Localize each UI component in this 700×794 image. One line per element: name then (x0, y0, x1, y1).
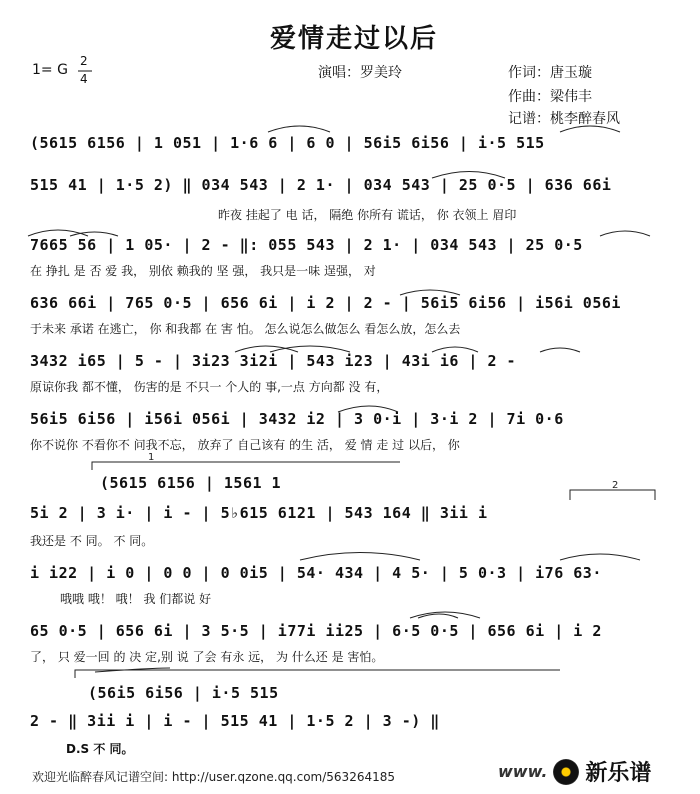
lyrics-row-2: 昨夜 挂起了 电 话， 隔绝 你所有 谎话， 你 衣领上 眉印 (218, 208, 517, 222)
vinyl-record-icon (553, 759, 579, 785)
notation-row-5: 3432 i65 | 5 - | 3i23 3i2i | 543 i23 | 43i i6 | 2 - (30, 352, 517, 370)
lyrics-row-6: 你不说你 不看你不 问我不忘， 放弃了 自己该有 的生 活， 爱 情 走 过 以后， 你 (30, 438, 460, 452)
footer-visit-link[interactable]: 欢迎光临醉春风记谱空间: http://user.qzone.qq.com/563264185 (32, 770, 396, 784)
song-title: 爱情走过以后 (270, 24, 439, 54)
time-signature-top: 2 (80, 54, 88, 68)
singer-credit: 演唱：罗美玲 (318, 65, 402, 81)
time-signature-bottom: 4 (80, 72, 88, 86)
svg-text:1: 1 (148, 452, 155, 463)
logo-www-text: www. (498, 762, 548, 781)
logo-name-text: 新乐谱 (585, 761, 652, 786)
svg-text:2: 2 (612, 480, 619, 491)
lyrics-row-7: 我还是 不 同。 不 同。 (30, 534, 154, 548)
notation-row-3: 7665 56 | 1 05· | 2 - ‖: 055 543 | 2 1· | 034 543 | 25 0·5 (30, 236, 583, 254)
notation-row-1: (5615 6156 | 1 051 | 1·6 6 | 6 0 | 56i5 6i56 | i·5 515 (30, 134, 545, 152)
lyrics-row-8: 哦哦 哦！ 哦！ 我 们都说 好 (60, 592, 212, 606)
notation-row-9: 65 0·5 | 656 6i | 3 5·5 | i77i ii25 | 6·5 0·5 | 656 6i | i 2 (30, 622, 602, 640)
notation-row-8: i i22 | i 0 | 0 0 | 0 0i5 | 54· 434 | 4 5· | 5 0·3 | i76 63· (30, 564, 602, 582)
lyricist-credit: 作词：唐玉璇 (508, 65, 592, 81)
notation-row-10-upper: (56i5 6i56 | i·5 515 (88, 684, 279, 702)
notation-row-7: 5i 2 | 3 i· | i - | 5♭615 6121 | 543 164 ‖ 3ii i (30, 504, 488, 522)
lyrics-row-4: 于未来 承诺 在逃亡， 你 和我都 在 害 怕。 怎么说怎么做怎么 看怎么放，怎么去 (30, 322, 461, 336)
lyrics-row-9: 了， 只 爱一回 的 决 定,别 说 了会 有永 远， 为 什么还 是 害怕。 (30, 650, 384, 664)
notation-row-6: 56i5 6i56 | i56i 056i | 3432 i2 | 3 0·i | 3·i 2 | 7i 0·6 (30, 410, 564, 428)
notation-row-7-upper: (5615 6156 | 1561 1 (100, 474, 282, 492)
lyrics-row-10: D.S 不 同。 (66, 742, 134, 756)
notation-row-2: 515 41 | 1·5 2) ‖ 034 543 | 2 1· | 034 543 | 25 0·5 | 636 66i (30, 176, 612, 194)
key-signature: 1= G (32, 62, 68, 78)
lyrics-row-3: 在 挣扎 是 否 爱 我， 别依 赖我的 坚 强， 我只是一味 逞强， 对 (30, 264, 376, 278)
composer-credit: 作曲：梁伟丰 (508, 89, 592, 105)
site-logo[interactable] (498, 756, 651, 787)
notation-row-4: 636 66i | 765 0·5 | 656 6i | i 2 | 2 - | 56i5 6i56 | i56i 056i (30, 294, 621, 312)
transcriber-credit: 记谱：桃李醉春风 (508, 111, 620, 127)
notation-row-10: 2 - ‖ 3ii i | i - | 515 41 | 1·5 2 | 3 -) ‖ (30, 712, 440, 730)
lyrics-row-5: 原谅你我 都不懂， 伤害的是 不只一 个人的 事,一点 方向都 没 有， (30, 380, 389, 394)
